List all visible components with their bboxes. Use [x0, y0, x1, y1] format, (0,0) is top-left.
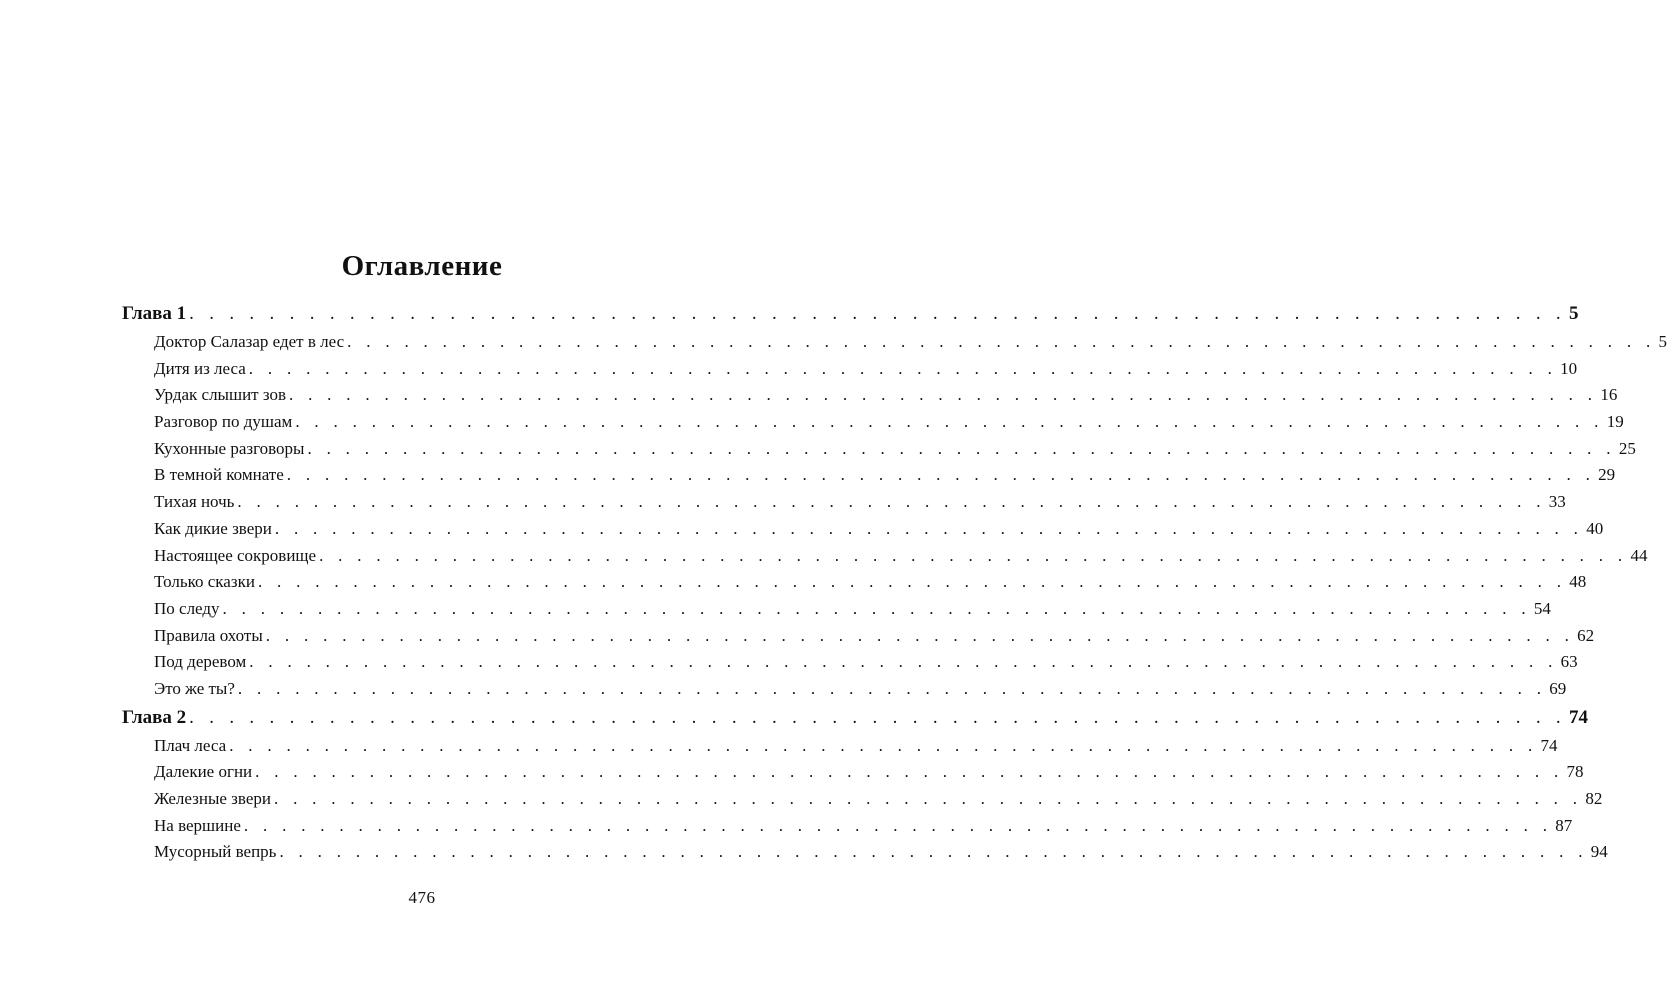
dot-leader: . . . . . . . . . . . . . . . . . . . . . . . . . . . . . . . . . . . . . . . . . . . . . . . . . . . . . . . . . . . . . . . . . . . . . [189, 706, 1566, 728]
toc-section-row[interactable] [122, 356, 1578, 383]
dot-leader: . . . . . . . . . . . . . . . . . . . . . . . . . . . . . . . . . . . . . . . . . . . . . . . . . . . . . . . . . . . . . . . . . . . . . [248, 358, 1558, 378]
section-page: 44 [1630, 545, 1648, 565]
section-page: 63 [1560, 652, 1578, 672]
section-page: 33 [1548, 492, 1566, 512]
toc-chapter-row[interactable] [122, 703, 1588, 733]
section-title: Это же ты? [154, 678, 235, 698]
table-of-contents [122, 298, 1667, 866]
toc-section-row[interactable] [122, 382, 1618, 409]
toc-section-row[interactable] [122, 409, 1624, 436]
section-page: 62 [1577, 625, 1595, 645]
dot-leader: . . . . . . . . . . . . . . . . . . . . . . . . . . . . . . . . . . . . . . . . . . . . . . . . . . . . . . . . . . . . . . . . . . . . . [274, 518, 1584, 538]
toc-section-row[interactable] [122, 516, 1604, 543]
section-page: 87 [1555, 815, 1573, 835]
dot-leader: . . . . . . . . . . . . . . . . . . . . . . . . . . . . . . . . . . . . . . . . . . . . . . . . . . . . . . . . . . . . . . . . . . . . . [295, 412, 1604, 432]
section-page: 29 [1598, 465, 1616, 485]
dot-leader: . . . . . . . . . . . . . . . . . . . . . . . . . . . . . . . . . . . . . . . . . . . . . . . . . . . . . . . . . . . . . . . . . . . . . [307, 438, 1616, 458]
section-page: 10 [1560, 358, 1578, 378]
toc-section-row[interactable] [122, 569, 1587, 596]
toc-section-row[interactable] [122, 649, 1578, 676]
section-title: Далекие огни [154, 762, 253, 782]
section-page: 82 [1585, 789, 1603, 808]
chapter-page: 74 [1568, 706, 1588, 728]
section-title: Разговор по душам [154, 412, 293, 432]
dot-leader: . . . . . . . . . . . . . . . . . . . . . . . . . . . . . . . . . . . . . . . . . . . . . . . . . . . . . . . . . . . . . . . . . . . . . [265, 625, 1575, 645]
section-page: 16 [1600, 385, 1618, 405]
chapter-title: Глава 2 [122, 706, 187, 728]
section-title: Как дикие звери [154, 518, 272, 538]
section-page: 94 [1590, 842, 1608, 862]
toc-section-row[interactable] [122, 489, 1566, 516]
dot-leader: . . . . . . . . . . . . . . . . . . . . . . . . . . . . . . . . . . . . . . . . . . . . . . . . . . . . . . . . . . . . . . . . . . . . . [243, 815, 1553, 835]
toc-section-row[interactable] [122, 596, 1551, 623]
section-title: На вершине [154, 815, 241, 835]
dot-leader: . . . . . . . . . . . . . . . . . . . . . . . . . . . . . . . . . . . . . . . . . . . . . . . . . . . . . . . . . . . . . . . . . . . . . [189, 303, 1566, 324]
dot-leader: . . . . . . . . . . . . . . . . . . . . . . . . . . . . . . . . . . . . . . . . . . . . . . . . . . . . . . . . . . . . . . . . . . . . . [288, 385, 1598, 405]
section-title: В темной комнате [154, 465, 284, 485]
section-page: 5 [1658, 332, 1667, 351]
section-title: Кухонные разговоры [154, 438, 305, 458]
toc-section-row[interactable] [122, 329, 1667, 356]
dot-leader: . . . . . . . . . . . . . . . . . . . . . . . . . . . . . . . . . . . . . . . . . . . . . . . . . . . . . . . . . . . . . . . . . . . . . [279, 842, 1588, 862]
toc-section-row[interactable] [122, 759, 1584, 786]
dot-leader: . . . . . . . . . . . . . . . . . . . . . . . . . . . . . . . . . . . . . . . . . . . . . . . . . . . . . . . . . . . . . . . . . . . . . [286, 465, 1596, 485]
toc-section-row[interactable] [122, 436, 1636, 463]
section-page: 25 [1618, 438, 1636, 458]
toc-section-row[interactable] [122, 623, 1595, 650]
toc-section-row[interactable] [122, 462, 1616, 489]
dot-leader: . . . . . . . . . . . . . . . . . . . . . . . . . . . . . . . . . . . . . . . . . . . . . . . . . . . . . . . . . . . . . . . . . . . . . [237, 492, 1546, 512]
section-title: Доктор Салазар едет в лес [154, 332, 345, 351]
toc-section-row[interactable] [122, 676, 1567, 703]
dot-leader: . . . . . . . . . . . . . . . . . . . . . . . . . . . . . . . . . . . . . . . . . . . . . . . . . . . . . . . . . . . . . . . . . . . . . [249, 652, 1558, 672]
section-title: Урдак слышит зов [154, 385, 286, 405]
dot-leader: . . . . . . . . . . . . . . . . . . . . . . . . . . . . . . . . . . . . . . . . . . . . . . . . . . . . . . . . . . . . . . . . . . . . . [347, 332, 1656, 351]
section-page: 69 [1549, 678, 1567, 698]
toc-section-row[interactable] [122, 839, 1608, 866]
toc-section-row[interactable] [122, 813, 1573, 840]
toc-section-row[interactable] [122, 543, 1648, 570]
dot-leader: . . . . . . . . . . . . . . . . . . . . . . . . . . . . . . . . . . . . . . . . . . . . . . . . . . . . . . . . . . . . . . . . . . . . . [229, 735, 1538, 755]
section-title: Настоящее сокровище [154, 545, 317, 565]
section-title: Тихая ночь [154, 492, 235, 512]
toc-chapter-row[interactable] [122, 298, 1579, 329]
chapter-page: 5 [1568, 303, 1579, 324]
section-title: Только сказки [154, 572, 255, 592]
dot-leader: . . . . . . . . . . . . . . . . . . . . . . . . . . . . . . . . . . . . . . . . . . . . . . . . . . . . . . . . . . . . . . . . . . . . . [222, 598, 1531, 618]
section-title: Дитя из леса [154, 358, 246, 378]
section-title: Плач леса [154, 735, 227, 755]
section-page: 78 [1566, 762, 1584, 782]
toc-heading: Оглавление [341, 250, 503, 282]
dot-leader: . . . . . . . . . . . . . . . . . . . . . . . . . . . . . . . . . . . . . . . . . . . . . . . . . . . . . . . . . . . . . . . . . . . . . [255, 762, 1564, 782]
section-page: 19 [1606, 412, 1624, 432]
section-page: 48 [1569, 572, 1587, 592]
section-page: 74 [1540, 735, 1558, 755]
toc-section-row[interactable] [122, 786, 1603, 813]
dot-leader: . . . . . . . . . . . . . . . . . . . . . . . . . . . . . . . . . . . . . . . . . . . . . . . . . . . . . . . . . . . . . . . . . . . . . [273, 789, 1583, 808]
page-number: 476 [408, 888, 436, 907]
section-title: По следу [154, 598, 220, 618]
section-title: Правила охоты [154, 625, 263, 645]
toc-section-row[interactable] [122, 733, 1558, 760]
section-page: 54 [1533, 598, 1551, 618]
section-page: 40 [1586, 518, 1604, 538]
section-title: Под деревом [154, 652, 247, 672]
dot-leader: . . . . . . . . . . . . . . . . . . . . . . . . . . . . . . . . . . . . . . . . . . . . . . . . . . . . . . . . . . . . . . . . . . . . . [319, 545, 1628, 565]
chapter-title: Глава 1 [122, 303, 187, 324]
dot-leader: . . . . . . . . . . . . . . . . . . . . . . . . . . . . . . . . . . . . . . . . . . . . . . . . . . . . . . . . . . . . . . . . . . . . . [237, 678, 1547, 698]
section-title: Железные звери [154, 789, 271, 808]
dot-leader: . . . . . . . . . . . . . . . . . . . . . . . . . . . . . . . . . . . . . . . . . . . . . . . . . . . . . . . . . . . . . . . . . . . . . [257, 572, 1567, 592]
section-title: Мусорный вепрь [154, 842, 277, 862]
